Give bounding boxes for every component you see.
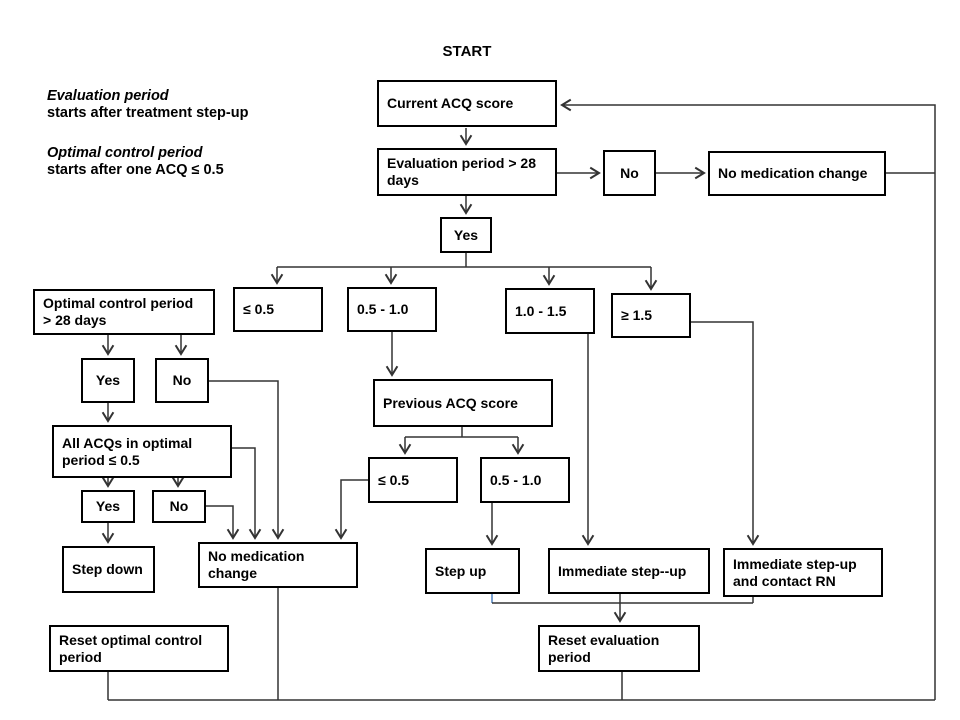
node-yes-evaluation (440, 217, 492, 253)
node-optimal-no (155, 358, 209, 403)
node-score-ge-1-5 (611, 293, 691, 338)
node-label: Yes (453, 226, 479, 243)
connector (277, 253, 651, 267)
node-label: Yes (95, 498, 121, 515)
node-previous-le-0-5 (368, 457, 458, 503)
node-score-1-0-to-1-5 (505, 288, 595, 334)
start-label: START (442, 43, 492, 60)
note-evaluation-period (47, 88, 248, 122)
node-label: Previous ACQ score (383, 394, 518, 411)
node-label: All ACQs in optimal period ≤ 0.5 (62, 434, 193, 468)
node-label: Current ACQ score (387, 95, 514, 112)
node-reset-optimal-control-period (49, 625, 229, 672)
node-current-acq-score (377, 80, 557, 127)
node-all-acqs-no (152, 490, 206, 523)
note-title: Evaluation period (47, 88, 169, 104)
node-no-evaluation (603, 150, 656, 196)
node-label: Reset optimal control period (59, 631, 203, 665)
node-score-le-0-5 (233, 287, 323, 332)
node-label: Evaluation period > 28 days (387, 155, 536, 188)
node-label: ≥ 1.5 (621, 307, 653, 324)
connector (232, 448, 255, 538)
node-label: Reset evaluation period (548, 631, 660, 665)
node-label: Step down (72, 561, 143, 578)
node-immediate-step-up (548, 548, 710, 594)
node-all-acqs-in-optimal-period (52, 425, 232, 478)
node-label: ≤ 0.5 (378, 471, 410, 488)
connector (691, 322, 753, 544)
node-label: Immediate step--up (558, 562, 687, 579)
connector (206, 506, 233, 538)
node-previous-0-5-to-1-0 (480, 457, 570, 503)
node-evaluation-period-gt-28-days (377, 148, 557, 196)
note-title: Optimal control period (47, 145, 203, 161)
node-score-0-5-to-1-0 (347, 287, 437, 332)
node-immediate-step-up-and-contact-rn (723, 548, 883, 597)
node-label: No (620, 164, 639, 181)
node-no-medication-change-top (708, 151, 886, 196)
node-no-medication-change-bottom (198, 542, 358, 588)
node-label: Yes (95, 372, 121, 389)
node-label: Step up (435, 562, 487, 579)
node-label: Immediate step-up and contact RN (733, 555, 857, 589)
connector (341, 480, 368, 538)
node-reset-evaluation-period (538, 625, 700, 672)
node-label: No (169, 498, 189, 515)
node-label: ≤ 0.5 (243, 301, 275, 318)
node-optimal-yes (81, 358, 135, 403)
node-optimal-control-period-gt-28-days (33, 289, 215, 335)
node-all-acqs-yes (81, 490, 135, 523)
node-step-down (62, 546, 155, 593)
connector (405, 427, 518, 437)
note-body: starts after treatment step-up (47, 105, 249, 121)
node-label: 0.5 - 1.0 (357, 301, 409, 318)
node-label: No (172, 372, 192, 389)
node-label: No medication change (208, 548, 305, 581)
note-body: starts after one ACQ ≤ 0.5 (47, 162, 224, 178)
node-label: No medication change (718, 165, 868, 182)
note-optimal-control-period (47, 145, 224, 179)
node-previous-acq-score (373, 379, 553, 427)
node-step-up (425, 548, 520, 594)
node-label: 1.0 - 1.5 (515, 302, 567, 319)
node-label: Optimal control period > 28 days (43, 295, 194, 328)
node-label: 0.5 - 1.0 (490, 471, 542, 488)
